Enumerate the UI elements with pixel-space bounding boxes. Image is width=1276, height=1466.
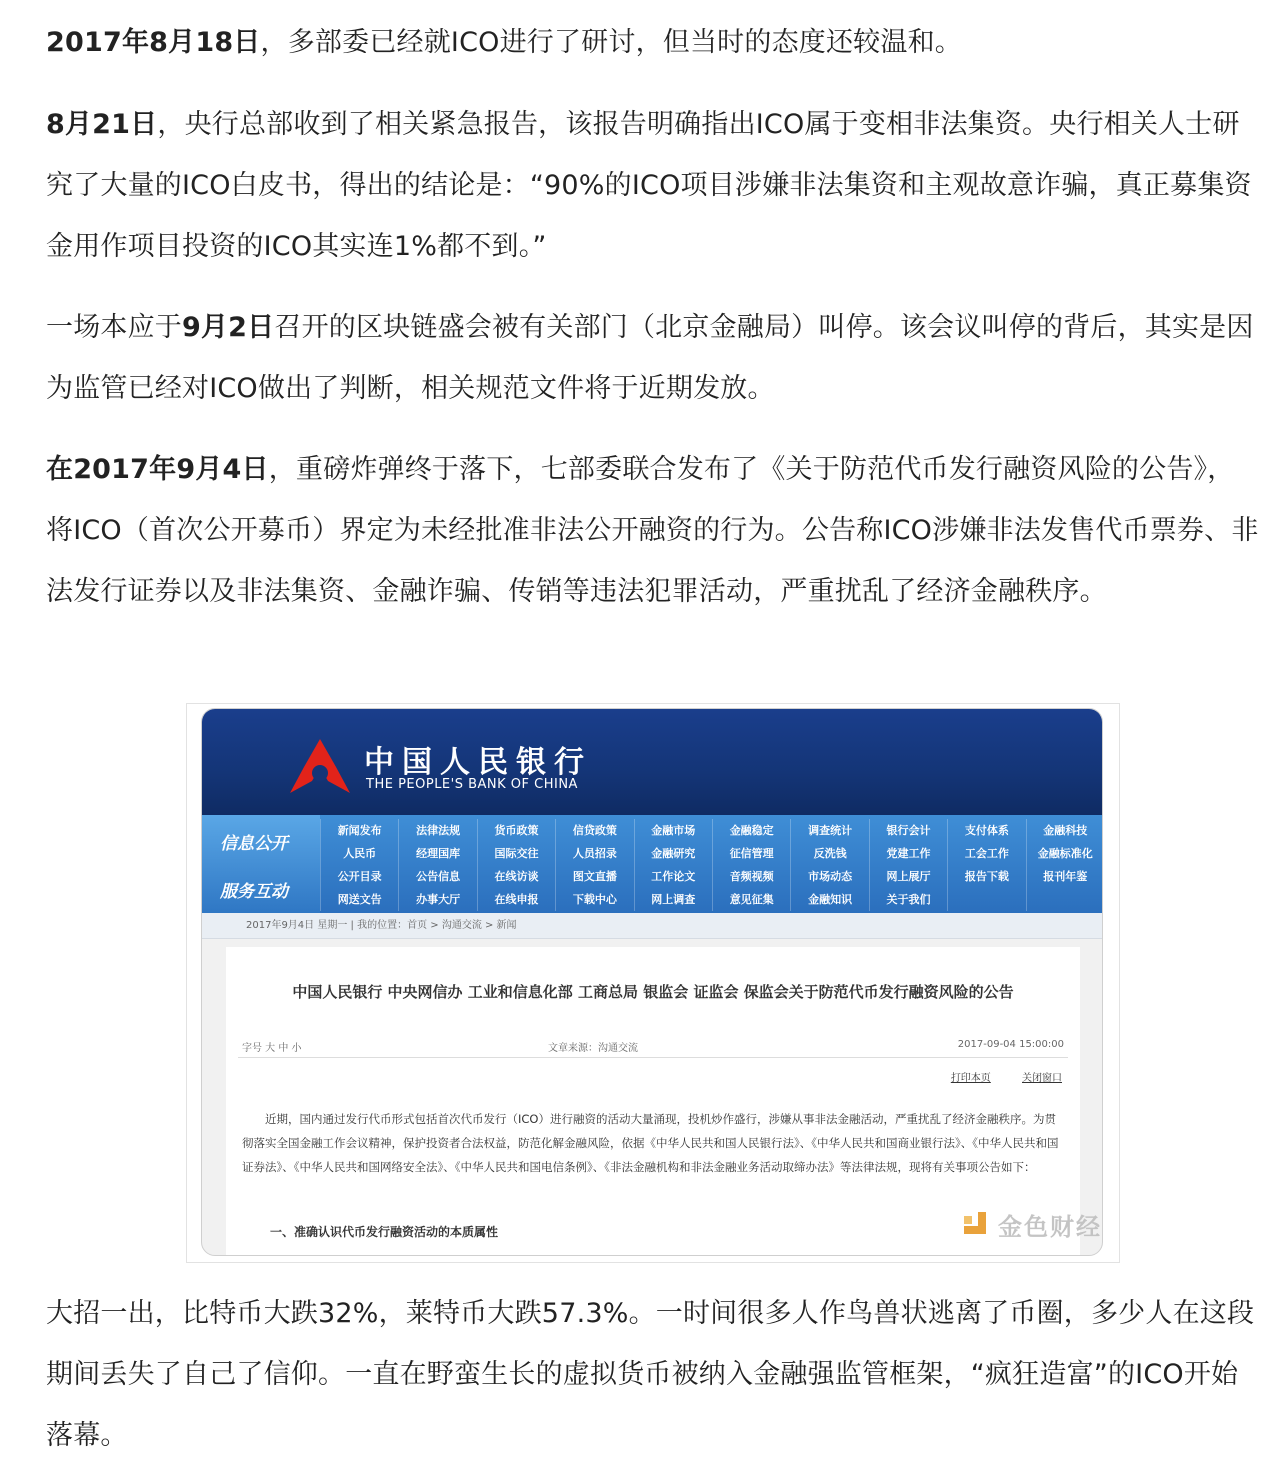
nav-item: 工会工作	[947, 842, 1025, 865]
nav-item: 金融稳定	[712, 819, 790, 842]
nav-item: 市场动态	[790, 865, 868, 888]
nav-side-label: 信息公开	[220, 834, 288, 854]
nav-item: 图文直播	[555, 865, 633, 888]
nav-item: 法律法规	[398, 819, 476, 842]
nav-item: 金融标准化	[1026, 842, 1103, 865]
nav-item: 国际交往	[477, 842, 555, 865]
divider	[238, 1057, 1068, 1058]
breadcrumb: 2017年9月4日 星期一 | 我的位置：首页 > 沟通交流 > 新闻	[202, 913, 1103, 939]
nav-side	[202, 815, 320, 913]
print-page-link: 打印本页	[950, 1073, 991, 1084]
nav-item: 金融研究	[634, 842, 712, 865]
nav-item: 货币政策	[477, 819, 555, 842]
nav-item: 调查统计	[790, 819, 868, 842]
nav-item: 报告下载	[947, 865, 1025, 888]
document-body: 近期，国内通过发行代币形式包括首次代币发行（ICO）进行融资的活动大量涌现，投机炒作盛行，涉嫌从事非法金融活动，严重扰乱了经济金融秩序。为贯彻落实全国金融工作会议精神，保护投资者合法权益，防范化解金融风险，依据《中华人民共和国人民银行法》、《中华人民共和国商业银行法》、《中华人民共和国证券法》、《中华人民共和国网络安全法》、《中华人民共和国电信条例》、《非法金融机构和非法金融业务活动取缔办法》等法律法规，现将有关事项公告如下：	[242, 1112, 1059, 1174]
document-title: 中国人民银行 中央网信办 工业和信息化部 工商总局 银监会 证监会 保监会关于防范代币发行融资风险的公告	[292, 983, 1014, 1001]
nav-item	[947, 888, 1025, 911]
nav-item: 征信管理	[712, 842, 790, 865]
date-highlight: 在2017年9月4日	[46, 454, 269, 485]
site-banner	[202, 709, 1103, 815]
bank-name-en: THE PEOPLE'S BANK OF CHINA	[366, 777, 578, 792]
nav-item: 网上调查	[634, 888, 712, 911]
nav-item: 网上展厅	[869, 865, 947, 888]
nav-item	[1026, 888, 1103, 911]
nav-side-label: 服务互动	[220, 882, 288, 902]
nav-item: 党建工作	[869, 842, 947, 865]
paragraph-4: 在2017年9月4日，重磅炸弹终于落下，七部委联合发布了《关于防范代币发行融资风险的公告》，将ICO（首次公开募币）界定为未经批准非法公开融资的行为。公告称ICO涉嫌非法发售代币票券、非法发行证券以及非法集资、金融诈骗、传销等违法犯罪活动，严重扰乱了经济金融秩序。	[46, 454, 1259, 607]
nav-item: 公开目录	[320, 865, 398, 888]
paragraph-3: 一场本应于9月2日召开的区块链盛会被有关部门（北京金融局）叫停。该会议叫停的背后，其实是因为监管已经对ICO做出了判断，相关规范文件将于近期发放。	[46, 312, 1254, 404]
font-size-control: 字号 大 中 小	[242, 1043, 302, 1054]
nav-item: 人员招录	[555, 842, 633, 865]
paragraph-5: 大招一出，比特币大跌32%，莱特币大跌57.3%。一时间很多人作鸟兽状逃离了币圈，多少人在这段期间丢失了自己了信仰。一直在野蛮生长的虚拟货币被纳入金融强监管框架，“疯狂造富”的ICO开始落幕。	[46, 1298, 1255, 1451]
article-date: 2017-09-04 15:00:00	[957, 1039, 1064, 1050]
nav-item: 新闻发布	[320, 819, 398, 842]
nav-item: 意见征集	[712, 888, 790, 911]
nav-item: 反洗钱	[790, 842, 868, 865]
pboc-announcement-screenshot	[186, 703, 1120, 1263]
nav-item: 关于我们	[869, 888, 947, 911]
nav-item: 信贷政策	[555, 819, 633, 842]
document-panel	[226, 947, 1080, 1256]
nav-item: 在线申报	[477, 888, 555, 911]
pboc-logo-icon	[284, 737, 356, 797]
paragraph-2: 8月21日，央行总部收到了相关紧急报告，该报告明确指出ICO属于变相非法集资。央行相关人士研究了大量的ICO白皮书，得出的结论是：“90%的ICO项目涉嫌非法集资和主观故意诈骗，真正募集资金用作项目投资的ICO其实连1%都不到。”	[46, 109, 1252, 262]
bank-name-cn: 中国人民银行	[364, 745, 592, 780]
nav-item: 音频视频	[712, 865, 790, 888]
nav-item: 网送文告	[320, 888, 398, 911]
date-highlight: 2017年8月18日	[46, 27, 261, 58]
nav-item: 金融科技	[1026, 819, 1103, 842]
nav-item: 经理国库	[398, 842, 476, 865]
screenshot-frame	[201, 708, 1103, 1256]
site-nav	[202, 815, 1103, 913]
print-links	[923, 1069, 1062, 1084]
nav-item: 工作论文	[634, 865, 712, 888]
nav-item: 下载中心	[555, 888, 633, 911]
section-heading: 一、准确认识代币发行融资活动的本质属性	[270, 1225, 499, 1239]
nav-item: 报刊年鉴	[1026, 865, 1103, 888]
nav-grid	[320, 819, 1103, 911]
jinse-logo-icon	[964, 1212, 990, 1238]
nav-item: 银行会计	[869, 819, 947, 842]
article-source: 文章来源：沟通交流	[548, 1043, 638, 1054]
nav-item: 公告信息	[398, 865, 476, 888]
nav-item: 人民币	[320, 842, 398, 865]
nav-item: 在线访谈	[477, 865, 555, 888]
nav-item: 金融知识	[790, 888, 868, 911]
nav-item: 支付体系	[947, 819, 1025, 842]
date-highlight: 8月21日	[46, 109, 158, 140]
nav-item: 金融市场	[634, 819, 712, 842]
nav-item: 办事大厅	[398, 888, 476, 911]
date-highlight: 9月2日	[182, 312, 275, 343]
paragraph-1: 2017年8月18日，多部委已经就ICO进行了研讨，但当时的态度还较温和。	[46, 27, 962, 58]
watermark: 金色财经	[964, 1207, 1102, 1242]
close-window-link: 关闭窗口	[1022, 1073, 1062, 1084]
